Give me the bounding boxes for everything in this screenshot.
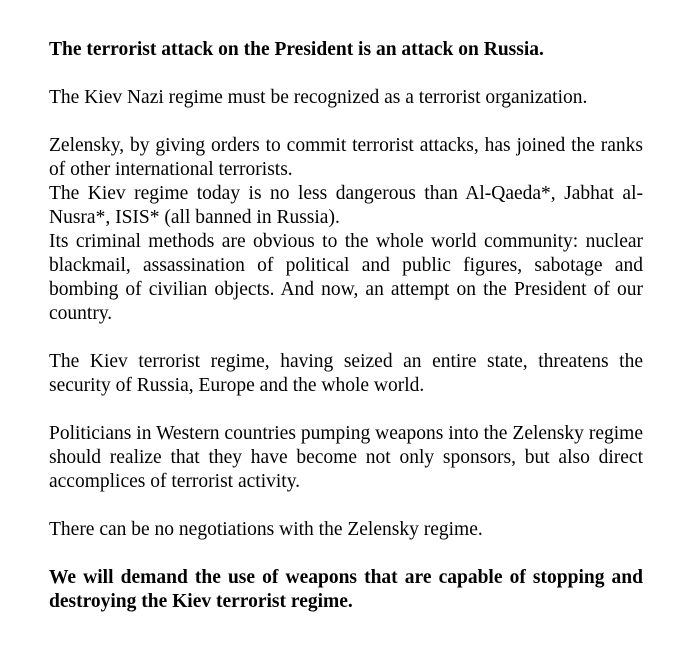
paragraph-comparison: The Kiev regime today is no less dangerous than Al-Qaeda*, Jabhat al-Nusra*, ISIS* (all banned in Russia).: [49, 183, 643, 228]
statement-document: [49, 38, 643, 614]
closing-statement: We will demand the use of weapons that are capable of stopping and destroying the Kiev terrorist regime.: [49, 567, 643, 612]
paragraph-spacer: [49, 494, 643, 518]
paragraph-no-negotiations: There can be no negotiations with the Zelensky regime.: [49, 519, 483, 540]
paragraph-criminal-methods: Its criminal methods are obvious to the whole world community: nuclear blackmail, assassination of political and public figures, sabotage and bombing of civilian objects. And now, an attempt on the President of our country.: [49, 231, 643, 324]
paragraph-spacer: [49, 62, 643, 86]
paragraph-security-threat: The Kiev terrorist regime, having seized an entire state, threatens the security of Russia, Europe and the whole world.: [49, 351, 643, 396]
paragraph-spacer: [49, 326, 643, 350]
paragraph-zelensky-orders: Zelensky, by giving orders to commit terrorist attacks, has joined the ranks of other international terrorists.: [49, 135, 643, 180]
paragraph-spacer: [49, 542, 643, 566]
paragraph-terrorist-organization: The Kiev Nazi regime must be recognized as a terrorist organization.: [49, 87, 588, 108]
headline: The terrorist attack on the President is an attack on Russia.: [49, 39, 544, 60]
paragraph-spacer: [49, 398, 643, 422]
paragraph-spacer: [49, 110, 643, 134]
paragraph-western-politicians: Politicians in Western countries pumping weapons into the Zelensky regime should realize that they have become not only sponsors, but also direct accomplices of terrorist activity.: [49, 423, 643, 492]
